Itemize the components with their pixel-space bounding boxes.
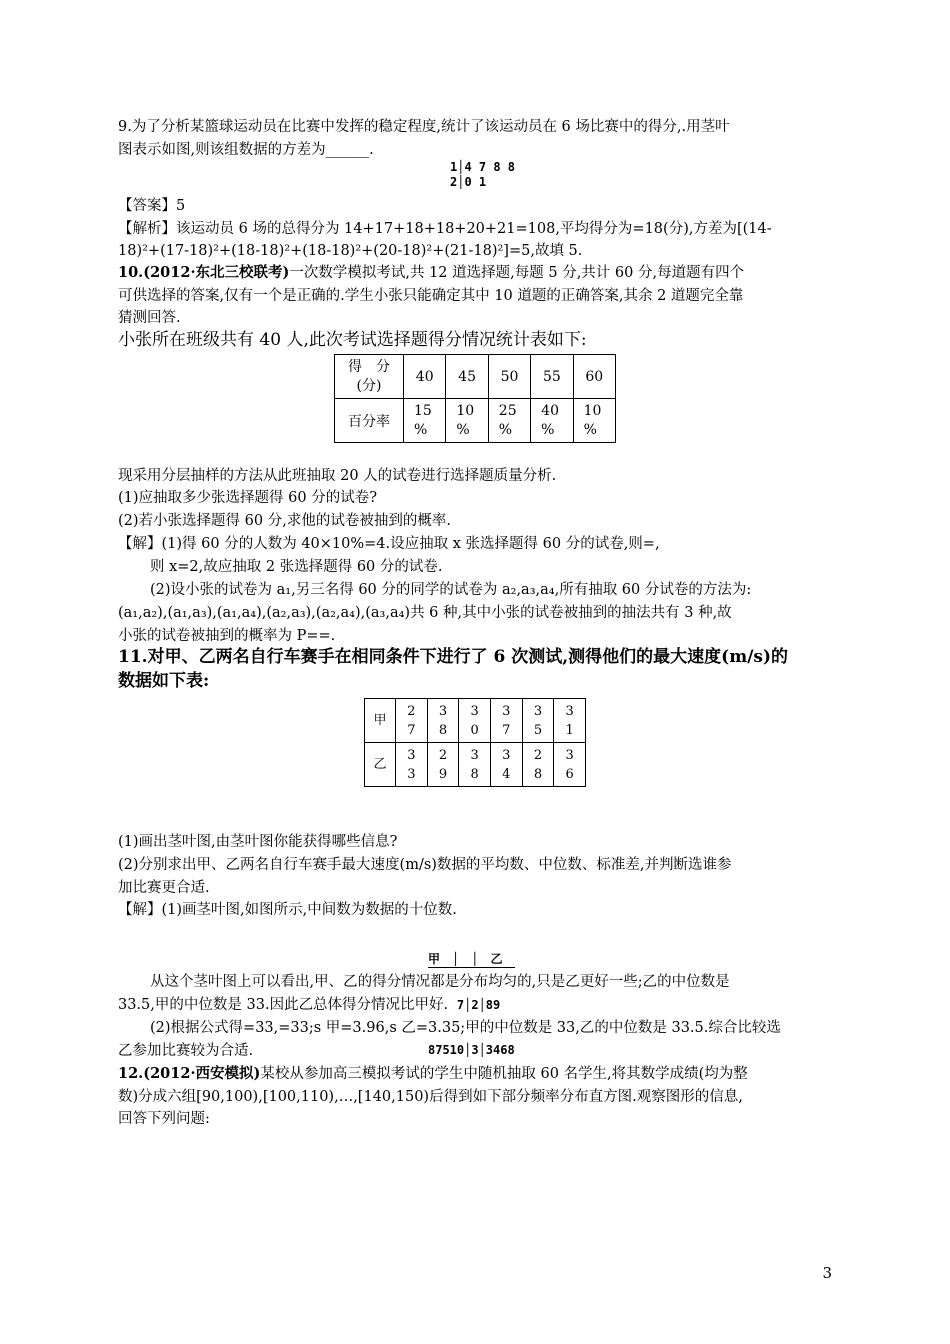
- q10-line1-text: 一次数学模拟考试,共 12 道选择题,每题 5 分,共计 60 分,每道题有四个: [289, 265, 745, 281]
- q10-line2: 可供选择的答案,仅有一个是正确的.学生小张只能确定其中 10 道题的正确答案,其余 2 道题完全靠: [118, 288, 744, 304]
- q10-part2: (2)若小张选择题得 60 分,求他的试卷被抽到的概率.: [118, 513, 451, 529]
- rate-cell: 15 %: [404, 399, 446, 443]
- rate-header: 百分率: [335, 399, 404, 443]
- q12-line1: [118, 1064, 748, 1084]
- q11-sol2: 从这个茎叶图上可以看出,甲、乙的得分情况都是分布均匀的,只是乙更好一些;乙的中位数是: [150, 974, 730, 990]
- speed-cell: 3 5: [522, 699, 554, 743]
- q9-answer: 【答案】5: [118, 198, 186, 214]
- speed-cell: 3 4: [490, 743, 522, 787]
- q10-sol1: 【解】(1)得 60 分的人数为 40×10%=4.设应抽取 x 张选择题得 60 分的试卷,则=,: [118, 536, 660, 552]
- q11-line1: 11.对甲、乙两名自行车赛手在相同条件下进行了 6 次测试,测得他们的最大速度(m/s)的: [118, 647, 789, 667]
- speed-cell: 3 3: [396, 743, 428, 787]
- speed-cell: 3 7: [490, 699, 522, 743]
- speed-cell: 3 0: [459, 699, 491, 743]
- row-label-jia: 甲: [365, 699, 396, 743]
- q11-sol1: 【解】(1)画茎叶图,如图所示,中间数为数据的十位数.: [118, 902, 457, 918]
- q9-explain2: 18)²+(17-18)²+(18-18)²+(18-18)²+(20-18)²+(21-18)²]=5,故填 5.: [118, 243, 583, 259]
- q10-part1: (1)应抽取多少张选择题得 60 分的试卷?: [118, 490, 377, 506]
- score-cell: 55: [531, 355, 573, 399]
- page-number: 3: [822, 1264, 832, 1282]
- q11-part2b: 加比赛更合适.: [118, 880, 210, 896]
- q10-sol2: 则 x=2,故应抽取 2 张选择题得 60 分的试卷.: [150, 559, 443, 575]
- q12-source: 12.(2012·西安模拟): [118, 1065, 261, 1082]
- q10-line1: [118, 263, 744, 283]
- speed-cell: 3 8: [459, 743, 491, 787]
- rate-cell: 10 %: [573, 399, 615, 443]
- q12-line3: 回答下列问题:: [118, 1111, 210, 1127]
- stem-row: 2│0 1: [450, 175, 487, 189]
- q10-sol4: (a₁,a₂),(a₁,a₃),(a₁,a₄),(a₂,a₃),(a₂,a₄),(a₃,a₄)共 6 种,其中小张的试卷被抽到的抽法共有 3 种,故: [118, 605, 732, 621]
- q9-stem-leaf-plot: [450, 160, 515, 190]
- score-table: [334, 354, 616, 443]
- q10-line3: 猜测回答.: [118, 310, 181, 326]
- score-cell: 40: [404, 355, 446, 399]
- q11-part2: (2)分别求出甲、乙两名自行车赛手最大速度(m/s)数据的平均数、中位数、标准差,并判断选谁参: [118, 857, 732, 873]
- speed-cell: 2 8: [522, 743, 554, 787]
- q11-sol3: 33.5,甲的中位数是 33.因此乙总体得分情况比甲好.: [118, 997, 449, 1013]
- q9-explain1: 【解析】该运动员 6 场的总得分为 14+17+18+18+20+21=108,平均得分为=18(分),方差为[(14-: [118, 221, 772, 237]
- rate-cell: 10 %: [446, 399, 488, 443]
- stem-row: 7│2│89: [428, 998, 501, 1012]
- q10-line4: 小张所在班级共有 40 人,此次考试选择题得分情况统计表如下:: [118, 330, 587, 350]
- score-header: 得 分 (分): [335, 355, 404, 399]
- rate-cell: 40 %: [531, 399, 573, 443]
- stem-row: 1│4 7 8 8: [450, 160, 516, 174]
- q10-source: 10.(2012·东北三校联考): [118, 264, 290, 281]
- rate-cell: 25 %: [488, 399, 530, 443]
- speed-cell: 3 8: [427, 699, 459, 743]
- row-label-yi: 乙: [365, 743, 396, 787]
- stem-row: 87510│3│3468: [428, 1043, 515, 1057]
- q12-line2: 数)分成六组[90,100),[100,110),…,[140,150)后得到如下部分频率分布直方图.观察图形的信息,: [118, 1089, 743, 1105]
- q12-line1-text: 某校从参加高三模拟考试的学生中随机抽取 60 名学生,将其数学成绩(均为整: [260, 1066, 748, 1082]
- stem-head: 甲 │ │ 乙: [428, 952, 515, 968]
- speed-cell: 3 1: [554, 699, 586, 743]
- q9-line1: 9.为了分析某篮球运动员在比赛中发挥的稳定程度,统计了该运动员在 6 场比赛中的得分,.用茎叶: [118, 119, 730, 135]
- q11-sol5: 乙参加比赛较为合适.: [118, 1043, 254, 1059]
- q11-sol4: (2)根据公式得=33,=33;s 甲=3.96,s 乙=3.35;甲的中位数是 33,乙的中位数是 33.5.综合比较选: [150, 1020, 781, 1036]
- speed-cell: 3 6: [554, 743, 586, 787]
- score-cell: 50: [488, 355, 530, 399]
- q10-sol3: (2)设小张的试卷为 a₁,另三名得 60 分的同学的试卷为 a₂,a₃,a₄,所有抽取 60 分试卷的方法为:: [150, 582, 752, 598]
- score-cell: 60: [573, 355, 615, 399]
- speed-table: [364, 698, 586, 787]
- speed-cell: 2 7: [396, 699, 428, 743]
- score-cell: 45: [446, 355, 488, 399]
- q10-line5: 现采用分层抽样的方法从此班抽取 20 人的试卷进行选择题质量分析.: [118, 468, 557, 484]
- q9-line2: 图表示如图,则该组数据的方差为______.: [118, 142, 374, 158]
- q10-sol5: 小张的试卷被抽到的概率为 P==.: [118, 628, 336, 644]
- q11-part1: (1)画出茎叶图,由茎叶图你能获得哪些信息?: [118, 834, 398, 850]
- speed-cell: 2 9: [427, 743, 459, 787]
- q11-line2: 数据如下表:: [118, 671, 210, 691]
